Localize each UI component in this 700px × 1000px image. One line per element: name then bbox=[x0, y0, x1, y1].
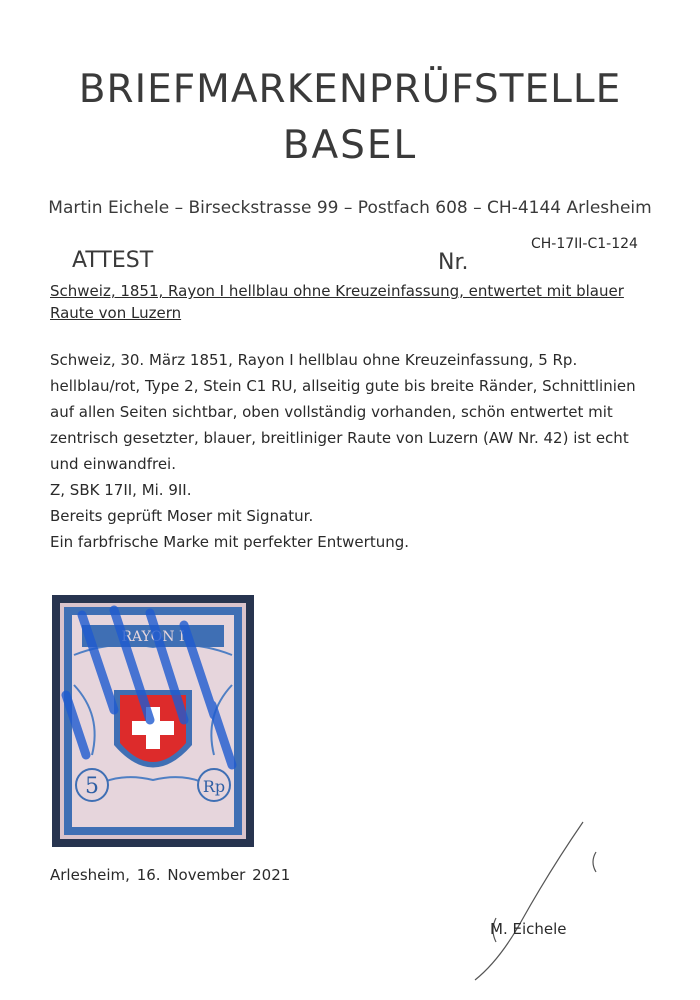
signature-mark bbox=[440, 810, 640, 990]
attest-nr-label: Nr. bbox=[438, 250, 469, 275]
attest-label: ATTEST bbox=[72, 248, 154, 273]
stamp-image bbox=[52, 595, 254, 847]
subject-heading bbox=[50, 280, 650, 324]
signatory-name: M. Eichele bbox=[490, 920, 567, 938]
description-line: Schweiz, 30. März 1851, Rayon I hellblau ohne Kreuzeinfassung, 5 Rp. bbox=[50, 351, 578, 369]
stamp-value-left: 5 bbox=[85, 774, 99, 799]
stamp-banner-text: RAYON I bbox=[121, 629, 185, 645]
stamp-value-right: Rp bbox=[202, 777, 226, 796]
description-line: und einwandfrei. bbox=[50, 455, 176, 473]
summary-line: Ein farbfrische Marke mit perfekter Entwertung. bbox=[50, 533, 410, 551]
institute-address: Martin Eichele – Birseckstrasse 99 – Postfach 608 – CH-4144 Arlesheim bbox=[48, 198, 652, 218]
prior-expertise: Bereits geprüft Moser mit Signatur. bbox=[50, 507, 314, 525]
subject-line-1: Schweiz, 1851, Rayon I hellblau ohne Kreuzeinfassung, entwertet mit blauer bbox=[50, 282, 624, 300]
description-line: auf allen Seiten sichtbar, oben vollständig vorhanden, schön entwertet mit bbox=[50, 403, 613, 421]
description-line: zentrisch gesetzter, blauer, breitliniger Raute von Luzern (AW Nr. 42) ist echt bbox=[50, 429, 629, 447]
description-block bbox=[50, 347, 650, 555]
place-and-date: Arlesheim, 16. November 2021 bbox=[50, 866, 291, 884]
certificate-number: CH-17II-C1-124 bbox=[531, 236, 638, 252]
catalog-reference: Z, SBK 17II, Mi. 9II. bbox=[50, 481, 192, 499]
institute-city: BASEL bbox=[282, 123, 418, 168]
description-line: hellblau/rot, Type 2, Stein C1 RU, allseitig gute bis breite Ränder, Schnittlinien bbox=[50, 377, 636, 395]
subject-line-2: Raute von Luzern bbox=[50, 304, 182, 322]
institute-title: BRIEFMARKENPRÜFSTELLE bbox=[78, 67, 622, 112]
